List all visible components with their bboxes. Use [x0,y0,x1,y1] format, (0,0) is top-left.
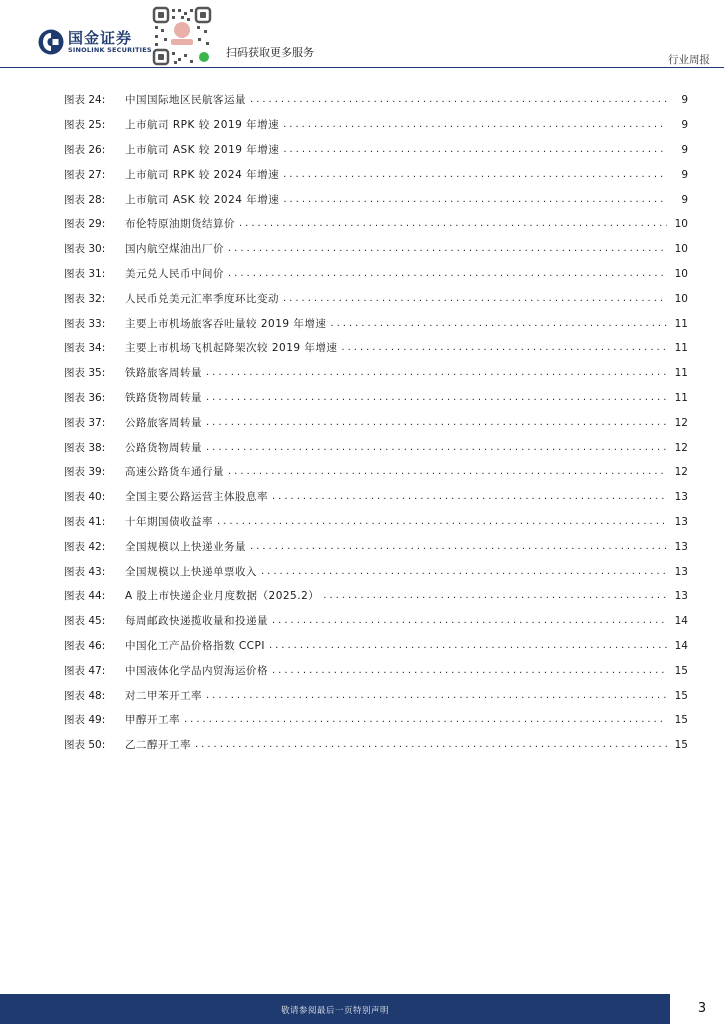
header-divider [0,67,724,68]
toc-entry-title: 中国化工产品价格指数 CCPI [125,639,265,652]
toc-entry-title: 公路旅客周转量 [125,416,202,429]
toc-entry-number: 图表 30: [64,243,106,256]
toc-entry-page: 9 [681,168,688,181]
toc-entry-number: 图表 48: [64,689,106,702]
toc-entry-number: 图表 24: [64,94,106,107]
toc-entry-number: 图表 42: [64,540,106,553]
toc-entry-page: 15 [674,664,688,677]
toc-entry-title: 上市航司 ASK 较 2019 年增速 [125,143,280,156]
toc-entry-number: 图表 45: [64,615,106,628]
sinolink-logo-icon [38,29,64,55]
toc-entry[interactable] [64,435,688,460]
toc-entry-page: 10 [674,292,688,305]
toc-entry[interactable] [64,410,688,435]
toc-entry-number: 图表 40: [64,491,106,504]
toc-leader-dots [250,541,667,553]
toc-entry-number: 图表 28: [64,193,106,206]
toc-leader-dots [283,119,667,131]
toc-entry[interactable] [64,584,688,609]
toc-entry-title: 上市航司 RPK 较 2024 年增速 [125,168,280,181]
toc-entry-number: 图表 25: [64,119,106,132]
toc-entry-page: 13 [674,515,688,528]
toc-entry-number: 图表 27: [64,168,106,181]
toc-leader-dots [195,739,667,751]
toc-entry-page: 11 [674,367,688,380]
toc-entry-title: 人民币兑美元汇率季度环比变动 [125,292,279,305]
toc-entry-number: 图表 33: [64,317,106,330]
toc-entry-number: 图表 37: [64,416,106,429]
toc-entry[interactable] [64,510,688,535]
toc-entry-number: 图表 44: [64,590,106,603]
toc-entry-title: 每周邮政快递揽收量和投递量 [125,615,268,628]
toc-entry-page: 15 [674,714,688,727]
toc-entry[interactable] [64,485,688,510]
toc-entry[interactable] [64,237,688,262]
toc-leader-dots [206,392,667,404]
toc-leader-dots [206,367,667,379]
toc-entry-number: 图表 31: [64,267,106,280]
toc-entry-number: 图表 35: [64,367,106,380]
toc-leader-dots [261,566,667,578]
toc-entry-page: 12 [674,441,688,454]
toc-leader-dots [283,169,667,181]
toc-leader-dots [217,516,667,528]
toc-entry-number: 图表 38: [64,441,106,454]
toc-entry-page: 12 [674,416,688,429]
toc-entry[interactable] [64,162,688,187]
toc-entry[interactable] [64,634,688,659]
toc-leader-dots [269,640,667,652]
toc-entry[interactable] [64,708,688,733]
toc-entry-page: 10 [674,267,688,280]
toc-entry-page: 11 [674,391,688,404]
page-header [0,0,724,70]
toc-entry[interactable] [64,559,688,584]
toc-entry-number: 图表 46: [64,639,106,652]
toc-entry-page: 9 [681,143,688,156]
toc-entry[interactable] [64,733,688,758]
toc-leader-dots [330,318,667,330]
toc-entry[interactable] [64,138,688,163]
page-number: 3 [697,1001,707,1016]
toc-entry-number: 图表 32: [64,292,106,305]
toc-entry[interactable] [64,609,688,634]
qr-code-icon[interactable] [152,6,212,66]
toc-entry-title: 主要上市机场飞机起降架次较 2019 年增速 [125,342,338,355]
toc-entry-title: 主要上市机场旅客吞吐量较 2019 年增速 [125,317,327,330]
toc-leader-dots [206,442,667,454]
toc-entry-title: A 股上市快递企业月度数据（2025.2） [125,590,320,603]
toc-leader-dots [283,144,667,156]
scan-for-service-text: 扫码获取更多服务 [226,46,314,59]
toc-leader-dots [341,342,667,354]
toc-entry[interactable] [64,212,688,237]
toc-leader-dots [283,293,667,305]
toc-entry-page: 15 [674,689,688,702]
toc-entry[interactable] [64,658,688,683]
toc-entry[interactable] [64,336,688,361]
toc-entry-page: 11 [674,342,688,355]
toc-entry[interactable] [64,286,688,311]
toc-leader-dots [228,466,667,478]
toc-entry-title: 全国主要公路运营主体股息率 [125,491,268,504]
toc-leader-dots [283,194,667,206]
toc-entry-page: 13 [674,565,688,578]
toc-leader-dots [250,94,667,106]
toc-leader-dots [272,491,667,503]
toc-entry-number: 图表 49: [64,714,106,727]
toc-entry-page: 14 [674,639,688,652]
toc-leader-dots [184,714,667,726]
toc-entry-title: 甲醇开工率 [125,714,180,727]
toc-entry-title: 公路货物周转量 [125,441,202,454]
toc-entry-number: 图表 36: [64,391,106,404]
toc-leader-dots [228,243,667,255]
toc-entry-page: 12 [674,466,688,479]
toc-entry-title: 全国规模以上快递业务量 [125,540,246,553]
toc-entry-title: 对二甲苯开工率 [125,689,202,702]
toc-entry-page: 13 [674,540,688,553]
toc-entry-number: 图表 39: [64,466,106,479]
toc-entry-title: 十年期国债收益率 [125,515,213,528]
toc-entry[interactable] [64,113,688,138]
toc-leader-dots [206,417,667,429]
toc-entry-page: 14 [674,615,688,628]
toc-entry[interactable] [64,361,688,386]
toc-entry-number: 图表 41: [64,515,106,528]
toc-entry-title: 上市航司 ASK 较 2024 年增速 [125,193,280,206]
toc-entry[interactable] [64,262,688,287]
toc-entry[interactable] [64,460,688,485]
toc-entry-number: 图表 47: [64,664,106,677]
toc-entry[interactable] [64,534,688,559]
toc-entry-page: 13 [674,491,688,504]
toc-entry-title: 美元兑人民币中间价 [125,267,224,280]
toc-entry[interactable] [64,683,688,708]
toc-entry-number: 图表 29: [64,218,106,231]
toc-entry-page: 9 [681,193,688,206]
toc-entry-number: 图表 34: [64,342,106,355]
toc-entry[interactable] [64,386,688,411]
toc-entry[interactable] [64,187,688,212]
toc-entry-title: 中国液体化学品内贸海运价格 [125,664,268,677]
toc-entry-title: 中国国际地区民航客运量 [125,94,246,107]
toc-leader-dots [272,615,667,627]
toc-entry-page: 13 [674,590,688,603]
toc-entry-title: 铁路旅客周转量 [125,367,202,380]
toc-entry-page: 10 [674,243,688,256]
toc-entry-number: 图表 43: [64,565,106,578]
toc-entry-page: 11 [674,317,688,330]
brand-name-cn: 国金证券 [68,29,133,47]
toc-entry-page: 9 [681,94,688,107]
toc-entry-title: 上市航司 RPK 较 2019 年增速 [125,119,280,132]
toc-entry-page: 15 [674,739,688,752]
toc-leader-dots [272,665,667,677]
toc-entry-title: 高速公路货车通行量 [125,466,224,479]
toc-entry-title: 布伦特原油期货结算价 [125,218,235,231]
report-type-label: 行业周报 [668,54,710,66]
toc-leader-dots [206,690,667,702]
toc-entry-title: 铁路货物周转量 [125,391,202,404]
toc-leader-dots [228,268,667,280]
toc-entry-number: 图表 50: [64,739,106,752]
toc-leader-dots [239,218,667,230]
toc-entry-page: 9 [681,119,688,132]
toc-entry[interactable] [64,88,688,113]
brand-name-en: SINOLINK SECURITIES [68,46,152,54]
disclaimer-note: 敬请参阅最后一页特别声明 [280,1006,389,1016]
toc-leader-dots [323,590,667,602]
toc-entry-number: 图表 26: [64,143,106,156]
toc-entry-title: 全国规模以上快递单票收入 [125,565,257,578]
toc-entry-title: 乙二醇开工率 [125,739,191,752]
toc-entry[interactable] [64,311,688,336]
chart-index-list [64,88,688,758]
toc-entry-page: 10 [674,218,688,231]
toc-entry-title: 国内航空煤油出厂价 [125,243,224,256]
